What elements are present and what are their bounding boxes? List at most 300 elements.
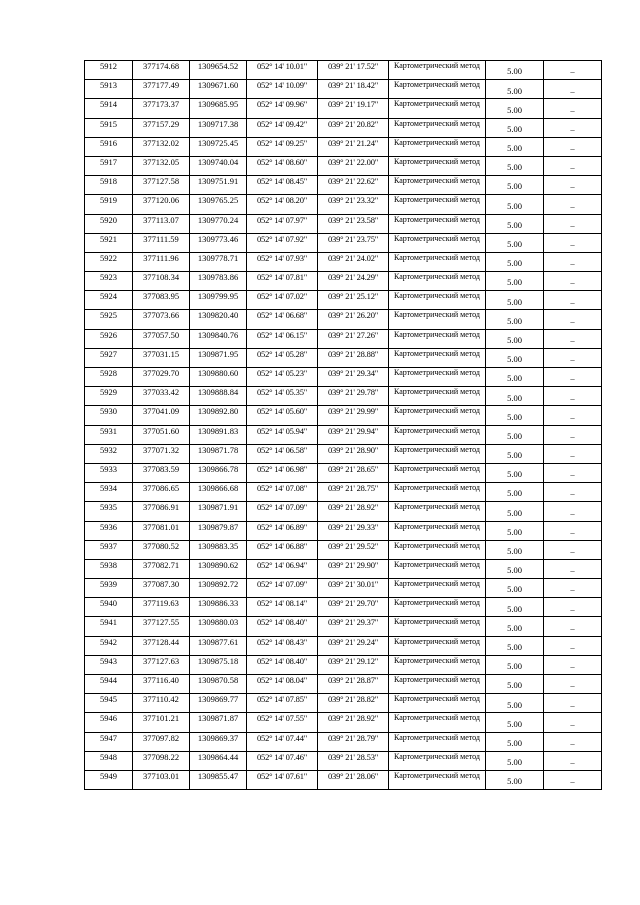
longitude-cell: 039° 21' 29.52" [318,540,389,559]
accuracy-cell: 5.00 [486,195,544,214]
accuracy-cell: 5.00 [486,675,544,694]
latitude-cell: 052° 14' 07.44" [247,732,318,751]
method-cell: Картометрический метод [389,463,486,482]
y-coordinate-cell: 1309871.78 [190,444,247,463]
point-number-cell: 5934 [85,483,133,502]
longitude-cell: 039° 21' 29.78" [318,387,389,406]
table-row [85,483,602,502]
x-coordinate-cell: 377087.30 [133,579,190,598]
accuracy-cell: 5.00 [486,636,544,655]
description-cell: – [544,368,602,387]
latitude-cell: 052° 14' 10.09" [247,80,318,99]
longitude-cell: 039° 21' 29.70" [318,598,389,617]
x-coordinate-cell: 377031.15 [133,348,190,367]
accuracy-cell: 5.00 [486,118,544,137]
table-row [85,195,602,214]
method-cell: Картометрический метод [389,598,486,617]
x-coordinate-cell: 377083.59 [133,463,190,482]
x-coordinate-cell: 377073.66 [133,310,190,329]
y-coordinate-cell: 1309773.46 [190,233,247,252]
coordinates-table [84,60,602,790]
x-coordinate-cell: 377173.37 [133,99,190,118]
description-cell: – [544,655,602,674]
latitude-cell: 052° 14' 05.60" [247,406,318,425]
longitude-cell: 039° 21' 30.01" [318,579,389,598]
point-number-cell: 5944 [85,675,133,694]
longitude-cell: 039° 21' 29.99" [318,406,389,425]
latitude-cell: 052° 14' 08.14" [247,598,318,617]
x-coordinate-cell: 377119.63 [133,598,190,617]
latitude-cell: 052° 14' 06.88" [247,540,318,559]
description-cell: – [544,137,602,156]
table-row [85,463,602,482]
description-cell: – [544,310,602,329]
accuracy-cell: 5.00 [486,694,544,713]
x-coordinate-cell: 377051.60 [133,425,190,444]
longitude-cell: 039° 21' 28.87" [318,675,389,694]
latitude-cell: 052° 14' 08.60" [247,156,318,175]
description-cell: – [544,483,602,502]
point-number-cell: 5923 [85,272,133,291]
accuracy-cell: 5.00 [486,502,544,521]
method-cell: Картометрический метод [389,310,486,329]
description-cell: – [544,770,602,789]
x-coordinate-cell: 377071.32 [133,444,190,463]
longitude-cell: 039° 21' 27.26" [318,329,389,348]
y-coordinate-cell: 1309840.76 [190,329,247,348]
point-number-cell: 5912 [85,61,133,80]
latitude-cell: 052° 14' 08.43" [247,636,318,655]
description-cell: – [544,521,602,540]
latitude-cell: 052° 14' 08.20" [247,195,318,214]
longitude-cell: 039° 21' 29.94" [318,425,389,444]
accuracy-cell: 5.00 [486,579,544,598]
description-cell: – [544,252,602,271]
method-cell: Картометрический метод [389,521,486,540]
table-row [85,540,602,559]
description-cell: – [544,425,602,444]
longitude-cell: 039° 21' 28.90" [318,444,389,463]
description-cell: – [544,694,602,713]
description-cell: – [544,80,602,99]
point-number-cell: 5932 [85,444,133,463]
point-number-cell: 5939 [85,579,133,598]
y-coordinate-cell: 1309890.62 [190,559,247,578]
table-row [85,655,602,674]
description-cell: – [544,636,602,655]
y-coordinate-cell: 1309866.78 [190,463,247,482]
method-cell: Картометрический метод [389,118,486,137]
y-coordinate-cell: 1309875.18 [190,655,247,674]
table-row [85,214,602,233]
point-number-cell: 5949 [85,770,133,789]
longitude-cell: 039° 21' 24.02" [318,252,389,271]
table-row [85,675,602,694]
x-coordinate-cell: 377080.52 [133,540,190,559]
point-number-cell: 5914 [85,99,133,118]
point-number-cell: 5945 [85,694,133,713]
table-row [85,406,602,425]
method-cell: Картометрический метод [389,617,486,636]
y-coordinate-cell: 1309855.47 [190,770,247,789]
accuracy-cell: 5.00 [486,483,544,502]
y-coordinate-cell: 1309869.37 [190,732,247,751]
latitude-cell: 052° 14' 08.40" [247,655,318,674]
x-coordinate-cell: 377127.63 [133,655,190,674]
y-coordinate-cell: 1309770.24 [190,214,247,233]
method-cell: Картометрический метод [389,387,486,406]
x-coordinate-cell: 377116.40 [133,675,190,694]
longitude-cell: 039° 21' 20.82" [318,118,389,137]
point-number-cell: 5937 [85,540,133,559]
description-cell: – [544,463,602,482]
description-cell: – [544,444,602,463]
method-cell: Картометрический метод [389,483,486,502]
method-cell: Картометрический метод [389,732,486,751]
accuracy-cell: 5.00 [486,99,544,118]
latitude-cell: 052° 14' 05.23" [247,368,318,387]
y-coordinate-cell: 1309877.61 [190,636,247,655]
accuracy-cell: 5.00 [486,137,544,156]
y-coordinate-cell: 1309799.95 [190,291,247,310]
longitude-cell: 039° 21' 29.12" [318,655,389,674]
longitude-cell: 039° 21' 18.42" [318,80,389,99]
x-coordinate-cell: 377086.65 [133,483,190,502]
longitude-cell: 039° 21' 28.82" [318,694,389,713]
point-number-cell: 5924 [85,291,133,310]
table-row [85,559,602,578]
point-number-cell: 5921 [85,233,133,252]
table-row [85,291,602,310]
method-cell: Картометрический метод [389,751,486,770]
point-number-cell: 5941 [85,617,133,636]
accuracy-cell: 5.00 [486,214,544,233]
x-coordinate-cell: 377174.68 [133,61,190,80]
table-row [85,444,602,463]
point-number-cell: 5928 [85,368,133,387]
x-coordinate-cell: 377033.42 [133,387,190,406]
point-number-cell: 5913 [85,80,133,99]
latitude-cell: 052° 14' 07.93" [247,252,318,271]
accuracy-cell: 5.00 [486,61,544,80]
point-number-cell: 5931 [85,425,133,444]
accuracy-cell: 5.00 [486,751,544,770]
point-number-cell: 5916 [85,137,133,156]
description-cell: – [544,406,602,425]
method-cell: Картометрический метод [389,291,486,310]
method-cell: Картометрический метод [389,579,486,598]
point-number-cell: 5915 [85,118,133,137]
point-number-cell: 5940 [85,598,133,617]
longitude-cell: 039° 21' 22.62" [318,176,389,195]
latitude-cell: 052° 14' 08.04" [247,675,318,694]
table-body [85,61,602,790]
x-coordinate-cell: 377132.02 [133,137,190,156]
y-coordinate-cell: 1309891.83 [190,425,247,444]
method-cell: Картометрический метод [389,99,486,118]
x-coordinate-cell: 377057.50 [133,329,190,348]
latitude-cell: 052° 14' 08.45" [247,176,318,195]
y-coordinate-cell: 1309654.52 [190,61,247,80]
point-number-cell: 5947 [85,732,133,751]
latitude-cell: 052° 14' 07.92" [247,233,318,252]
table-row [85,176,602,195]
latitude-cell: 052° 14' 05.35" [247,387,318,406]
x-coordinate-cell: 377029.70 [133,368,190,387]
latitude-cell: 052° 14' 06.58" [247,444,318,463]
table-row [85,617,602,636]
y-coordinate-cell: 1309879.87 [190,521,247,540]
method-cell: Картометрический метод [389,348,486,367]
accuracy-cell: 5.00 [486,598,544,617]
accuracy-cell: 5.00 [486,617,544,636]
description-cell: – [544,329,602,348]
longitude-cell: 039° 21' 19.17" [318,99,389,118]
method-cell: Картометрический метод [389,233,486,252]
description-cell: – [544,214,602,233]
latitude-cell: 052° 14' 07.61" [247,770,318,789]
table-row [85,502,602,521]
description-cell: – [544,751,602,770]
y-coordinate-cell: 1309751.91 [190,176,247,195]
description-cell: – [544,348,602,367]
accuracy-cell: 5.00 [486,521,544,540]
y-coordinate-cell: 1309892.72 [190,579,247,598]
description-cell: – [544,176,602,195]
longitude-cell: 039° 21' 26.20" [318,310,389,329]
longitude-cell: 039° 21' 22.00" [318,156,389,175]
y-coordinate-cell: 1309892.80 [190,406,247,425]
table-row [85,636,602,655]
point-number-cell: 5919 [85,195,133,214]
table-row [85,137,602,156]
method-cell: Картометрический метод [389,176,486,195]
y-coordinate-cell: 1309886.33 [190,598,247,617]
table-row [85,252,602,271]
y-coordinate-cell: 1309864.44 [190,751,247,770]
x-coordinate-cell: 377127.55 [133,617,190,636]
point-number-cell: 5948 [85,751,133,770]
y-coordinate-cell: 1309888.84 [190,387,247,406]
longitude-cell: 039° 21' 28.75" [318,483,389,502]
description-cell: – [544,579,602,598]
x-coordinate-cell: 377113.07 [133,214,190,233]
latitude-cell: 052° 14' 07.09" [247,579,318,598]
longitude-cell: 039° 21' 23.58" [318,214,389,233]
longitude-cell: 039° 21' 28.92" [318,713,389,732]
y-coordinate-cell: 1309883.35 [190,540,247,559]
point-number-cell: 5942 [85,636,133,655]
latitude-cell: 052° 14' 07.85" [247,694,318,713]
longitude-cell: 039° 21' 28.79" [318,732,389,751]
accuracy-cell: 5.00 [486,406,544,425]
x-coordinate-cell: 377128.44 [133,636,190,655]
latitude-cell: 052° 14' 10.01" [247,61,318,80]
description-cell: – [544,118,602,137]
method-cell: Картометрический метод [389,770,486,789]
latitude-cell: 052° 14' 09.42" [247,118,318,137]
accuracy-cell: 5.00 [486,176,544,195]
method-cell: Картометрический метод [389,156,486,175]
method-cell: Картометрический метод [389,329,486,348]
table-row [85,521,602,540]
latitude-cell: 052° 14' 09.96" [247,99,318,118]
y-coordinate-cell: 1309880.03 [190,617,247,636]
longitude-cell: 039° 21' 29.33" [318,521,389,540]
method-cell: Картометрический метод [389,444,486,463]
table-row [85,751,602,770]
table-row [85,61,602,80]
description-cell: – [544,540,602,559]
latitude-cell: 052° 14' 07.81" [247,272,318,291]
table-row [85,579,602,598]
accuracy-cell: 5.00 [486,463,544,482]
x-coordinate-cell: 377108.34 [133,272,190,291]
description-cell: – [544,732,602,751]
y-coordinate-cell: 1309866.68 [190,483,247,502]
x-coordinate-cell: 377081.01 [133,521,190,540]
latitude-cell: 052° 14' 07.46" [247,751,318,770]
x-coordinate-cell: 377120.06 [133,195,190,214]
method-cell: Картометрический метод [389,655,486,674]
method-cell: Картометрический метод [389,137,486,156]
point-number-cell: 5925 [85,310,133,329]
description-cell: – [544,675,602,694]
point-number-cell: 5929 [85,387,133,406]
method-cell: Картометрический метод [389,61,486,80]
y-coordinate-cell: 1309725.45 [190,137,247,156]
accuracy-cell: 5.00 [486,368,544,387]
accuracy-cell: 5.00 [486,233,544,252]
y-coordinate-cell: 1309871.95 [190,348,247,367]
table-row [85,233,602,252]
table-row [85,694,602,713]
y-coordinate-cell: 1309871.91 [190,502,247,521]
accuracy-cell: 5.00 [486,348,544,367]
x-coordinate-cell: 377101.21 [133,713,190,732]
point-number-cell: 5946 [85,713,133,732]
table-row [85,425,602,444]
accuracy-cell: 5.00 [486,559,544,578]
point-number-cell: 5927 [85,348,133,367]
x-coordinate-cell: 377132.05 [133,156,190,175]
latitude-cell: 052° 14' 05.28" [247,348,318,367]
longitude-cell: 039° 21' 17.52" [318,61,389,80]
longitude-cell: 039° 21' 24.29" [318,272,389,291]
description-cell: – [544,502,602,521]
longitude-cell: 039° 21' 28.65" [318,463,389,482]
y-coordinate-cell: 1309820.40 [190,310,247,329]
description-cell: – [544,598,602,617]
accuracy-cell: 5.00 [486,310,544,329]
accuracy-cell: 5.00 [486,291,544,310]
accuracy-cell: 5.00 [486,770,544,789]
x-coordinate-cell: 377127.58 [133,176,190,195]
longitude-cell: 039° 21' 23.32" [318,195,389,214]
longitude-cell: 039° 21' 29.37" [318,617,389,636]
point-number-cell: 5920 [85,214,133,233]
table-row [85,770,602,789]
latitude-cell: 052° 14' 06.98" [247,463,318,482]
y-coordinate-cell: 1309783.86 [190,272,247,291]
description-cell: – [544,713,602,732]
y-coordinate-cell: 1309685.95 [190,99,247,118]
longitude-cell: 039° 21' 29.24" [318,636,389,655]
method-cell: Картометрический метод [389,80,486,99]
point-number-cell: 5918 [85,176,133,195]
table-row [85,713,602,732]
point-number-cell: 5917 [85,156,133,175]
description-cell: – [544,61,602,80]
point-number-cell: 5943 [85,655,133,674]
x-coordinate-cell: 377157.29 [133,118,190,137]
y-coordinate-cell: 1309671.60 [190,80,247,99]
method-cell: Картометрический метод [389,694,486,713]
table-row [85,598,602,617]
x-coordinate-cell: 377177.49 [133,80,190,99]
method-cell: Картометрический метод [389,675,486,694]
y-coordinate-cell: 1309778.71 [190,252,247,271]
table-row [85,368,602,387]
y-coordinate-cell: 1309765.25 [190,195,247,214]
x-coordinate-cell: 377041.09 [133,406,190,425]
table-row [85,732,602,751]
accuracy-cell: 5.00 [486,272,544,291]
x-coordinate-cell: 377098.22 [133,751,190,770]
accuracy-cell: 5.00 [486,156,544,175]
latitude-cell: 052° 14' 07.08" [247,483,318,502]
method-cell: Картометрический метод [389,406,486,425]
latitude-cell: 052° 14' 07.97" [247,214,318,233]
accuracy-cell: 5.00 [486,655,544,674]
y-coordinate-cell: 1309880.60 [190,368,247,387]
latitude-cell: 052° 14' 06.89" [247,521,318,540]
point-number-cell: 5938 [85,559,133,578]
method-cell: Картометрический метод [389,252,486,271]
latitude-cell: 052° 14' 09.25" [247,137,318,156]
x-coordinate-cell: 377111.96 [133,252,190,271]
point-number-cell: 5936 [85,521,133,540]
method-cell: Картометрический метод [389,713,486,732]
description-cell: – [544,272,602,291]
accuracy-cell: 5.00 [486,80,544,99]
y-coordinate-cell: 1309870.58 [190,675,247,694]
description-cell: – [544,559,602,578]
point-number-cell: 5935 [85,502,133,521]
method-cell: Картометрический метод [389,636,486,655]
longitude-cell: 039° 21' 28.88" [318,348,389,367]
method-cell: Картометрический метод [389,540,486,559]
y-coordinate-cell: 1309740.04 [190,156,247,175]
accuracy-cell: 5.00 [486,540,544,559]
method-cell: Картометрический метод [389,214,486,233]
table-row [85,329,602,348]
method-cell: Картометрический метод [389,272,486,291]
latitude-cell: 052° 14' 07.02" [247,291,318,310]
table-row [85,387,602,406]
latitude-cell: 052° 14' 07.55" [247,713,318,732]
method-cell: Картометрический метод [389,195,486,214]
table-row [85,156,602,175]
longitude-cell: 039° 21' 25.12" [318,291,389,310]
longitude-cell: 039° 21' 28.06" [318,770,389,789]
x-coordinate-cell: 377103.01 [133,770,190,789]
table-row [85,118,602,137]
latitude-cell: 052° 14' 07.09" [247,502,318,521]
accuracy-cell: 5.00 [486,252,544,271]
x-coordinate-cell: 377082.71 [133,559,190,578]
longitude-cell: 039° 21' 29.90" [318,559,389,578]
